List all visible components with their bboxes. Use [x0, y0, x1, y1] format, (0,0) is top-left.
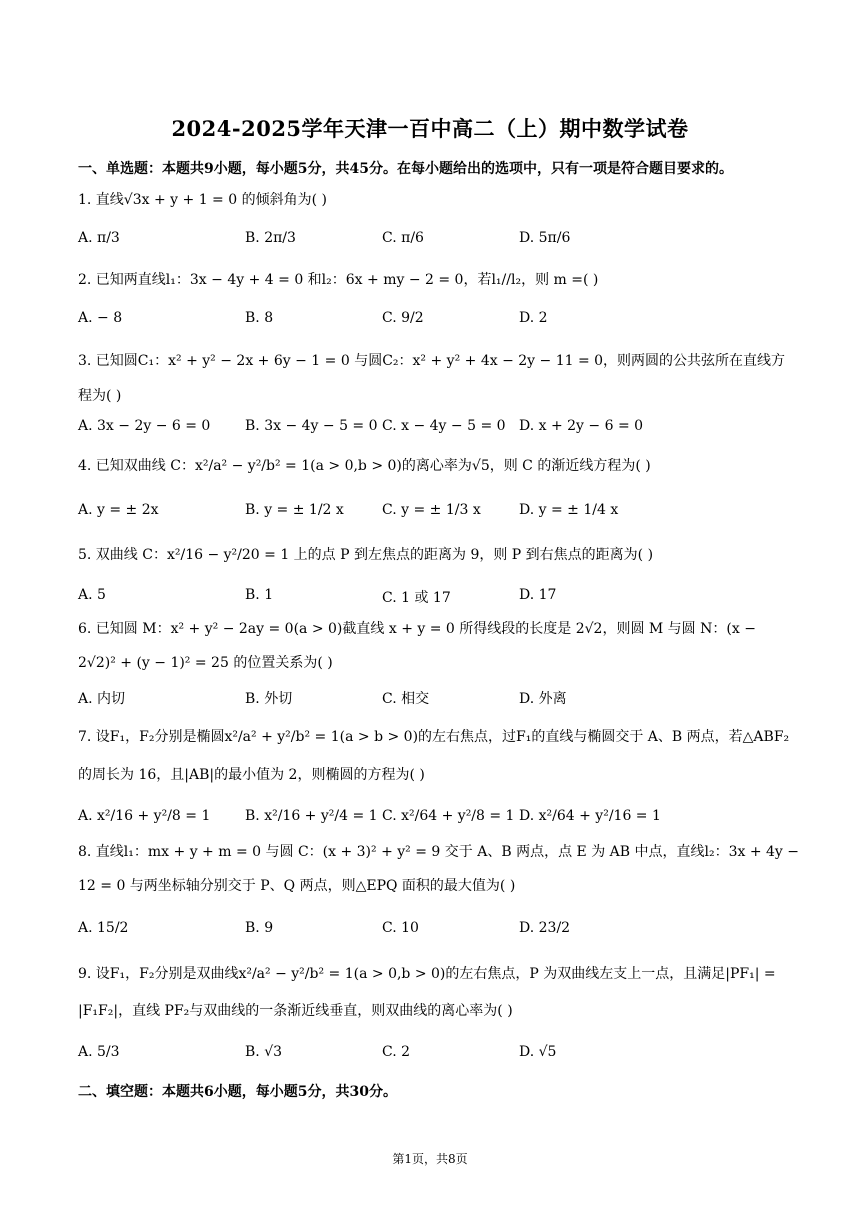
question-2-options — [78, 310, 784, 340]
question-5: 5. 双曲线 C：x²/16 − y²/20 = 1 上的点 P 到左焦点的距离为 9，则 P 到右焦点的距离为( ) — [78, 547, 654, 563]
option-d: D. 外离 — [519, 691, 567, 707]
page-title: 2024-2025学年天津一百中高二（上）期中数学试卷 — [171, 116, 689, 141]
option-a: A. π/3 — [78, 230, 120, 246]
option-b: B. 3x − 4y − 5 = 0 — [245, 418, 378, 434]
option-d: D. √5 — [519, 1044, 557, 1060]
option-a: A. 5 — [78, 587, 106, 603]
question-7-options — [78, 808, 784, 838]
question-2: 2. 已知两直线l₁：3x − 4y + 4 = 0 和l₂：6x + my − 2 = 0，若l₁//l₂，则 m =( ) — [78, 272, 599, 288]
option-a: A. 3x − 2y − 6 = 0 — [78, 418, 211, 434]
option-c: C. 10 — [382, 920, 419, 936]
option-c: C. 1 或 17 — [382, 590, 451, 606]
option-b: B. y = ± 1/2 x — [245, 502, 344, 518]
question-1-options — [78, 230, 784, 260]
page-footer: 第1页，共8页 — [392, 1152, 468, 1166]
option-d: D. 2 — [519, 310, 548, 326]
question-8-options — [78, 920, 784, 950]
question-6-options — [78, 688, 784, 718]
option-a: A. 15/2 — [78, 920, 129, 936]
option-b: B. 1 — [245, 587, 274, 603]
option-b: B. 2π/3 — [245, 230, 296, 246]
option-c: C. 相交 — [382, 691, 430, 707]
option-b: B. √3 — [245, 1044, 283, 1060]
option-d: D. 23/2 — [519, 920, 571, 936]
option-a: A. − 8 — [78, 310, 123, 326]
option-d: D. y = ± 1/4 x — [519, 502, 619, 518]
question-3-options — [78, 418, 784, 448]
question-3-continued: 程为( ) — [78, 388, 122, 404]
option-a: A. x²/16 + y²/8 = 1 — [78, 808, 211, 824]
question-8: 8. 直线l₁：mx + y + m = 0 与圆 C：(x + 3)² + y² = 9 交于 A、B 两点，点 E 为 AB 中点，直线l₂：3x + 4y − — [78, 844, 800, 860]
question-9: 9. 设F₁，F₂分别是双曲线x²/a² − y²/b² = 1(a > 0,b > 0)的左右焦点，P 为双曲线左支上一点，且满足|PF₁| = — [78, 966, 776, 982]
question-6: 6. 已知圆 M：x² + y² − 2ay = 0(a > 0)截直线 x + y = 0 所得线段的长度是 2√2，则圆 M 与圆 N：(x − — [78, 621, 756, 637]
option-d: D. 17 — [519, 587, 557, 603]
option-d: D. x + 2y − 6 = 0 — [519, 418, 644, 434]
option-c: C. 9/2 — [382, 310, 424, 326]
question-4-options — [78, 502, 784, 532]
section-heading-fill-in: 二、填空题：本题共6小题，每小题5分，共30分。 — [78, 1084, 397, 1100]
option-b: B. 9 — [245, 920, 274, 936]
question-1: 1. 直线√3x + y + 1 = 0 的倾斜角为( ) — [78, 192, 327, 208]
option-b: B. x²/16 + y²/4 = 1 — [245, 808, 378, 824]
question-9-options — [78, 1044, 784, 1074]
question-6-continued: 2√2)² + (y − 1)² = 25 的位置关系为( ) — [78, 655, 333, 671]
question-3: 3. 已知圆C₁：x² + y² − 2x + 6y − 1 = 0 与圆C₂：x² + y² + 4x − 2y − 11 = 0，则两圆的公共弦所在直线方 — [78, 353, 786, 369]
option-c: C. x − 4y − 5 = 0 — [382, 418, 506, 434]
option-d: D. x²/64 + y²/16 = 1 — [519, 808, 661, 824]
section-heading-single-choice: 一、单选题：本题共9小题，每小题5分，共45分。在每小题给出的选项中，只有一项是符合题目要求的。 — [78, 161, 733, 177]
question-7-continued: 的周长为 16，且|AB|的最小值为 2，则椭圆的方程为( ) — [78, 767, 425, 783]
question-9-continued: |F₁F₂|，直线 PF₂与双曲线的一条渐近线垂直，则双曲线的离心率为( ) — [78, 1003, 513, 1019]
option-c: C. π/6 — [382, 230, 424, 246]
question-8-continued: 12 = 0 与两坐标轴分别交于 P、Q 两点，则△EPQ 面积的最大值为( ) — [78, 878, 516, 894]
question-7: 7. 设F₁，F₂分别是椭圆x²/a² + y²/b² = 1(a > b > 0)的左右焦点，过F₁的直线与椭圆交于 A、B 两点，若△ABF₂ — [78, 729, 790, 745]
option-b: B. 外切 — [245, 691, 293, 707]
option-c: C. x²/64 + y²/8 = 1 — [382, 808, 515, 824]
option-a: A. y = ± 2x — [78, 502, 159, 518]
question-4: 4. 已知双曲线 C：x²/a² − y²/b² = 1(a > 0,b > 0)的离心率为√5，则 C 的渐近线方程为( ) — [78, 458, 651, 474]
option-b: B. 8 — [245, 310, 274, 326]
option-c: C. 2 — [382, 1044, 411, 1060]
option-c: C. y = ± 1/3 x — [382, 502, 481, 518]
option-a: A. 5/3 — [78, 1044, 120, 1060]
option-a: A. 内切 — [78, 691, 126, 707]
option-d: D. 5π/6 — [519, 230, 571, 246]
